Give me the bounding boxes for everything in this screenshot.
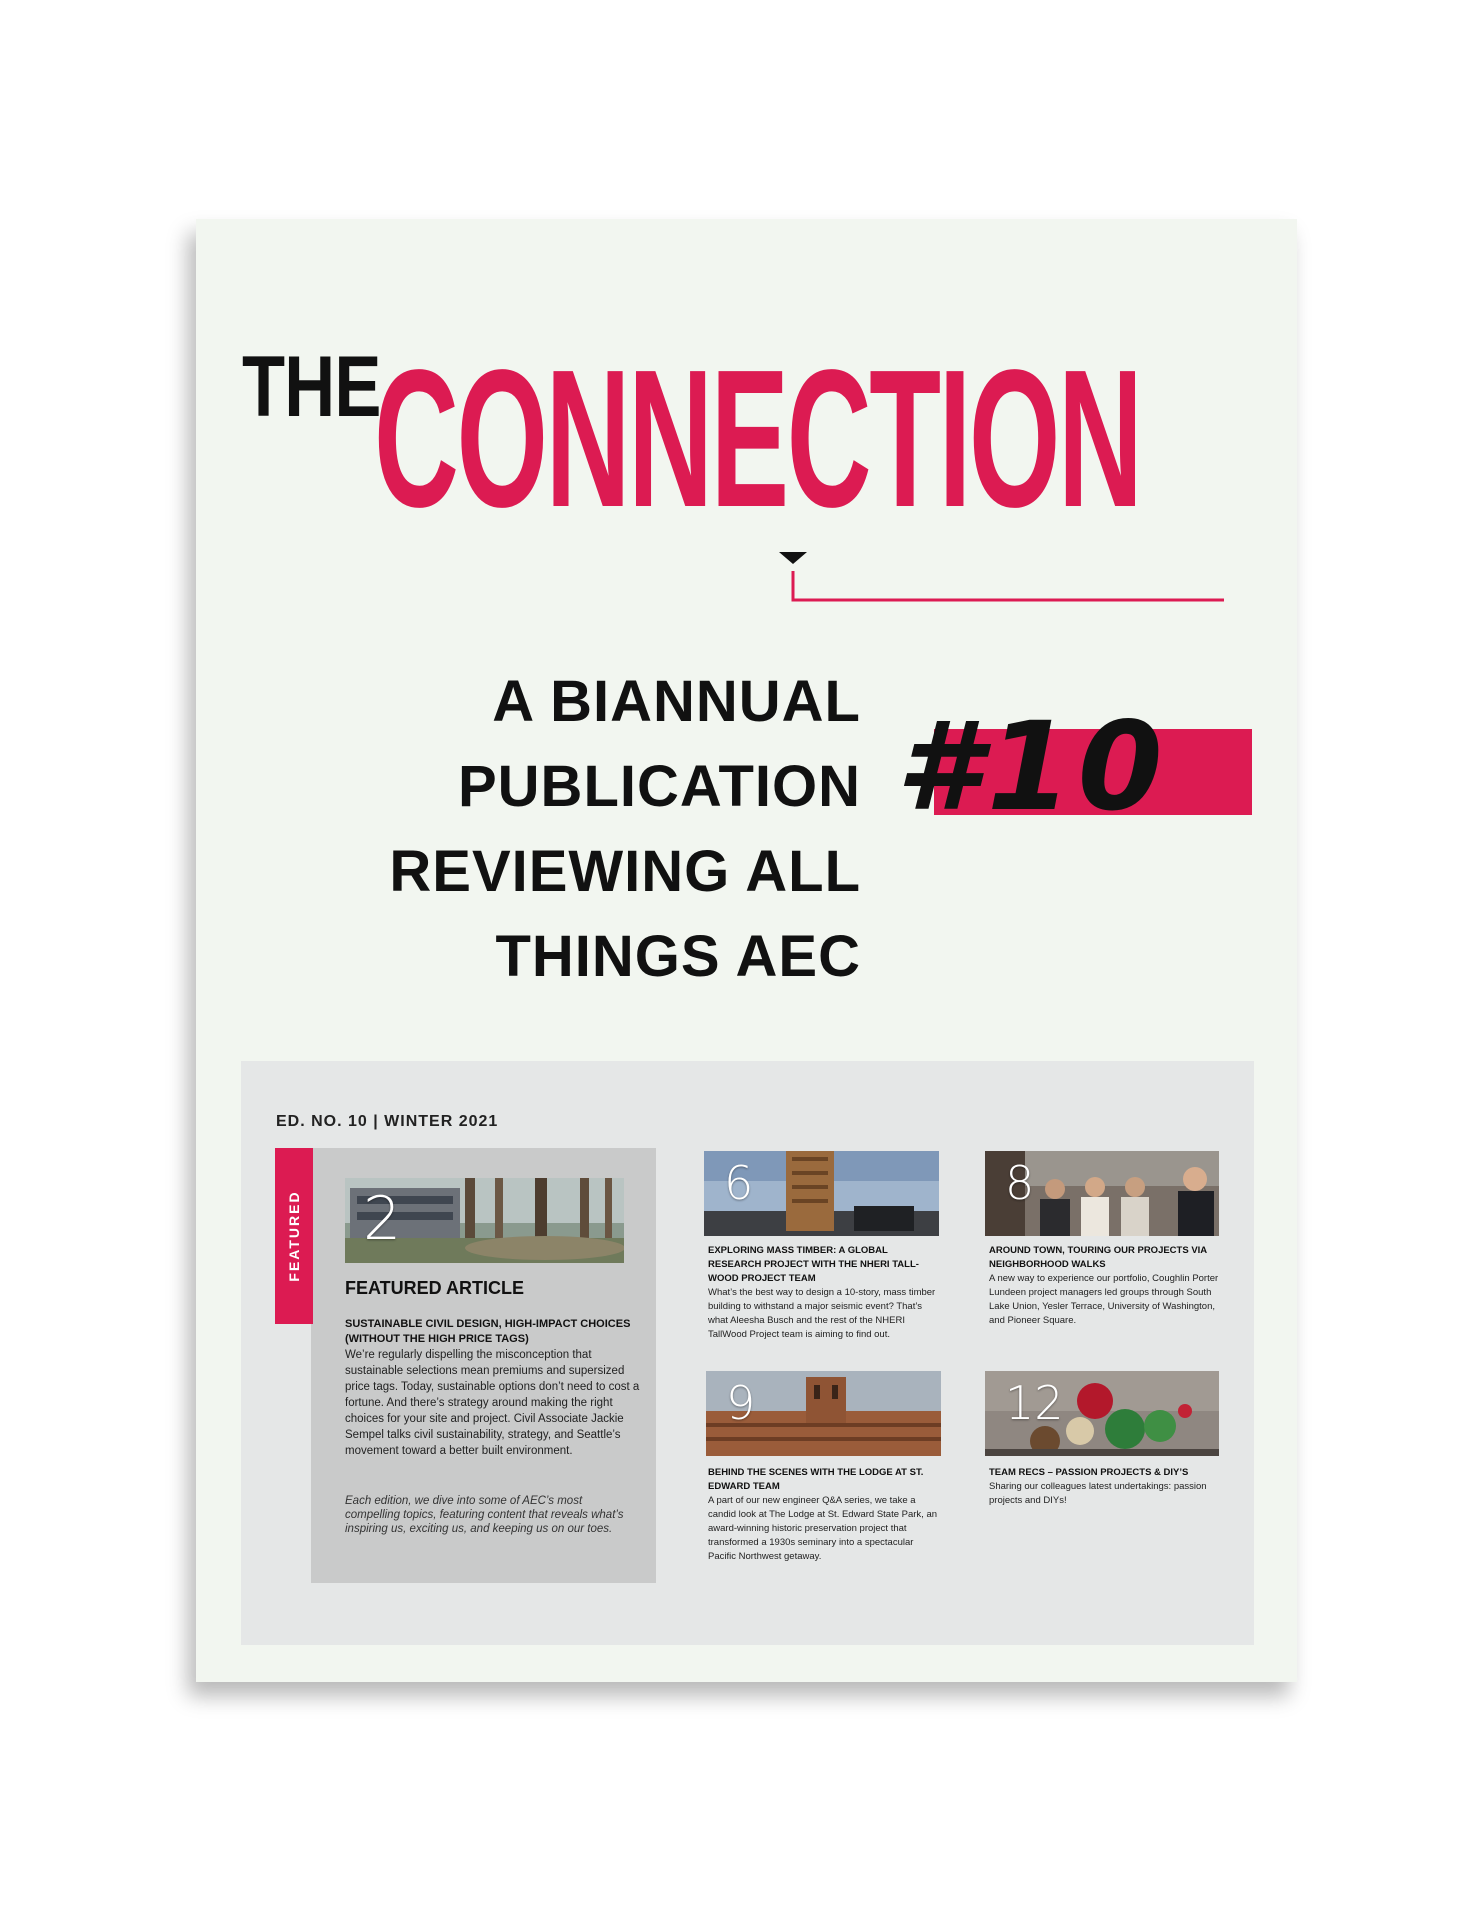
article-page-number: 9 (726, 1376, 756, 1430)
article-title: AROUND TOWN, TOURING OUR PROJECTS VIA NEIGHBORHOOD WALKS (989, 1245, 1207, 1270)
article-page-number: 6 (724, 1156, 754, 1210)
issue-number: #10 (896, 696, 1169, 838)
featured-page-number: 2 (363, 1184, 402, 1254)
title-connection: CONNECTION (374, 329, 1141, 548)
title-the: THE (242, 339, 381, 435)
featured-tab (275, 1148, 313, 1324)
article-body: A part of our new engineer Q&A series, we take a candid look at The Lodge at St. Edward State Park, an award-winning historic preservation project that transformed a 1930s seminary into a spectacular Pacific Northwest getaway. (708, 1495, 938, 1562)
featured-tab-label: FEATURED (286, 1190, 302, 1282)
article-body: What’s the best way to design a 10-story, mass timber building to withstand a major seismic event? That’s what Aleesha Busch and the rest of the NHERI TallWood Project team is aiming to find out. (708, 1287, 936, 1340)
edition-label: ED. NO. 10 | WINTER 2021 (276, 1113, 499, 1130)
subtitle-line: PUBLICATION (457, 754, 861, 819)
article-page-number: 8 (1005, 1156, 1035, 1210)
subtitle-line: A BIANNUAL (492, 669, 861, 734)
article-photo-passion-projects[interactable] (985, 1371, 1219, 1456)
magazine-cover (196, 219, 1297, 1682)
featured-heading: FEATURED ARTICLE (345, 1278, 524, 1298)
subtitle-line: THINGS AEC (495, 924, 861, 989)
article-title: EXPLORING MASS TIMBER: A GLOBAL RESEARCH PROJECT WITH THE NHERI TALL-WOOD PROJECT TEAM (708, 1245, 919, 1284)
pointer-line-graphic (776, 549, 1236, 609)
featured-note: Each edition, we dive into some of AEC’s most compelling topics, featuring content that reveals what’s inspiring us, exciting us, and keeping us on our toes. (345, 1495, 624, 1535)
featured-body: We’re regularly dispelling the misconception that sustainable selections mean premiums and supersized price tags. Today, sustainable options don’t need to cost a fortune. And there’s strategy around making the right choices for your site and project. Civil Associate Jackie Sempel talks civil sustainability, strategy, and Seattle’s movement toward a better built environment. (345, 1349, 640, 1457)
featured-subheading: SUSTAINABLE CIVIL DESIGN, HIGH-IMPACT CHOICES (WITHOUT THE HIGH PRICE TAGS) (345, 1318, 631, 1345)
table-of-contents (241, 1061, 1254, 1645)
article-page-number: 12 (1005, 1376, 1064, 1430)
article-photo-neighborhood-walks[interactable] (985, 1151, 1219, 1236)
subtitle-line: REVIEWING ALL (389, 839, 861, 904)
article-body: A new way to experience our portfolio, Coughlin Porter Lundeen project managers led groups through South Lake Union, Yesler Terrace, University of Washington, and Pioneer Square. (989, 1273, 1219, 1326)
featured-photo[interactable] (345, 1178, 624, 1263)
article-photo-lodge-st-edward[interactable] (706, 1371, 941, 1456)
article-title: TEAM RECS – PASSION PROJECTS & DIY’S (989, 1467, 1189, 1478)
article-photo-mass-timber[interactable] (704, 1151, 939, 1236)
article-title: BEHIND THE SCENES WITH THE LODGE AT ST. EDWARD TEAM (708, 1467, 924, 1492)
article-body: Sharing our colleagues latest undertakings: passion projects and DIYs! (989, 1481, 1207, 1506)
subtitle (256, 659, 861, 999)
